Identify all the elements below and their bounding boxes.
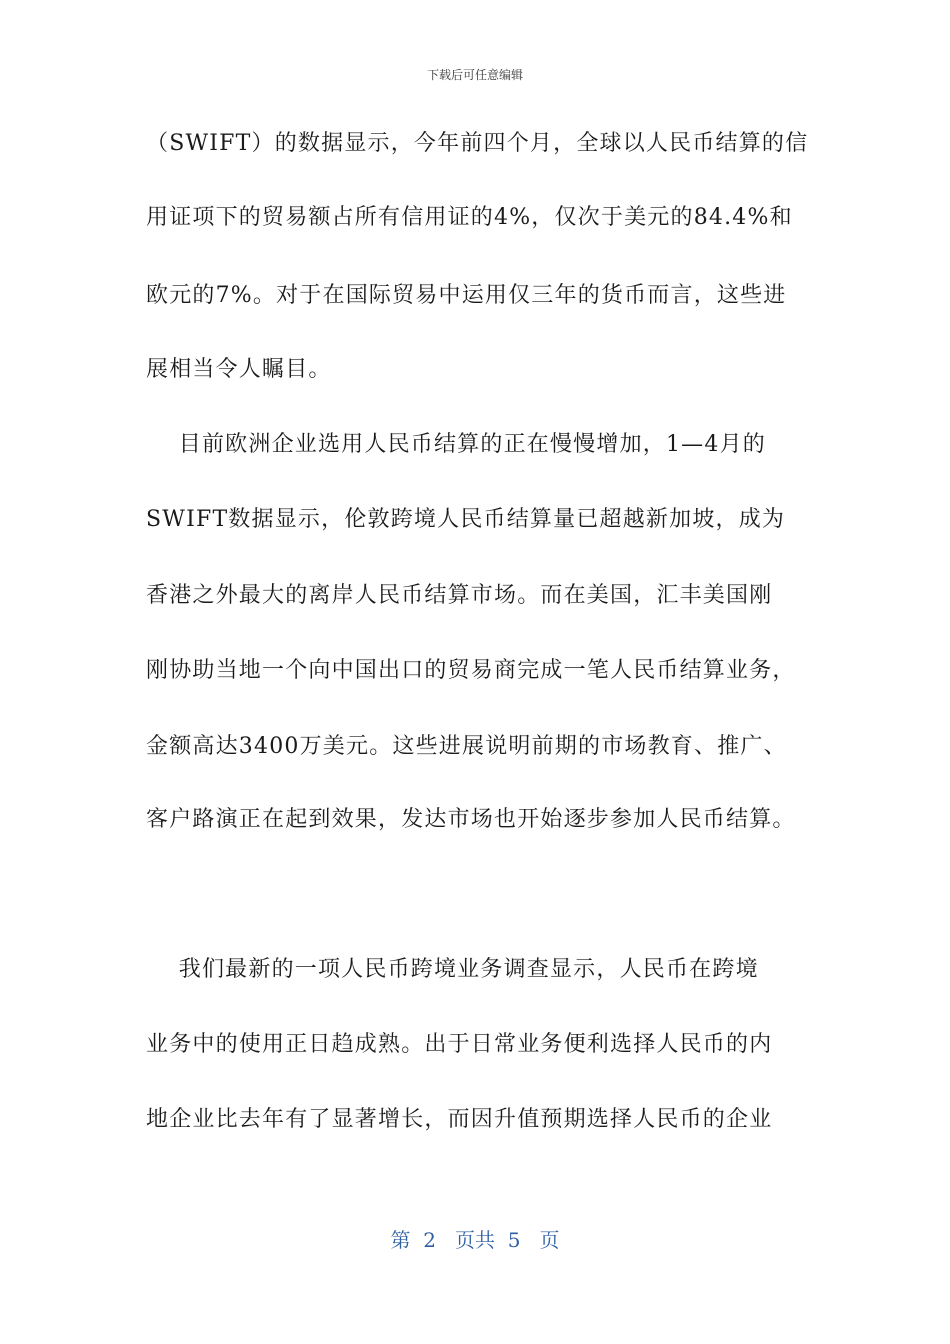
text-line: 我们最新的一项人民币跨境业务调查显示，人民币在跨境 [146, 957, 759, 982]
text-line: 用证项下的贸易额占所有信用证的4%，仅次于美元的84.4%和 [146, 205, 793, 230]
text-line: 金额高达3400万美元。这些进展说明前期的市场教育、推广、 [146, 734, 787, 759]
text-line: 展相当令人瞩目。 [146, 357, 332, 382]
text-line: 欧元的7%。对于在国际贸易中运用仅三年的货币而言，这些进 [146, 283, 787, 308]
text-line: 地企业比去年有了显著增长，而因升值预期选择人民币的企业 [146, 1107, 773, 1132]
text-line: 目前欧洲企业选用人民币结算的正在慢慢增加，1—4月的 [146, 432, 766, 457]
text-line: 业务中的使用正日趋成熟。出于日常业务便利选择人民币的内 [146, 1032, 773, 1057]
text-line: SWIFT数据显示，伦敦跨境人民币结算量已超越新加坡，成为 [146, 507, 786, 532]
text-line: 香港之外最大的离岸人民币结算市场。而在美国，汇丰美国刚 [146, 583, 773, 608]
page-header: 下载后可任意编辑 [426, 68, 523, 82]
text-line: 刚协助当地一个向中国出口的贸易商完成一笔人民币结算业务， [146, 658, 796, 683]
text-line: 客户路演正在起到效果，发达市场也开始逐步参加人民币结算。 [146, 807, 796, 832]
page-number-footer: 第 2 页共 5 页 [390, 1228, 560, 1252]
text-line: （SWIFT）的数据显示，今年前四个月，全球以人民币结算的信 [146, 131, 809, 156]
